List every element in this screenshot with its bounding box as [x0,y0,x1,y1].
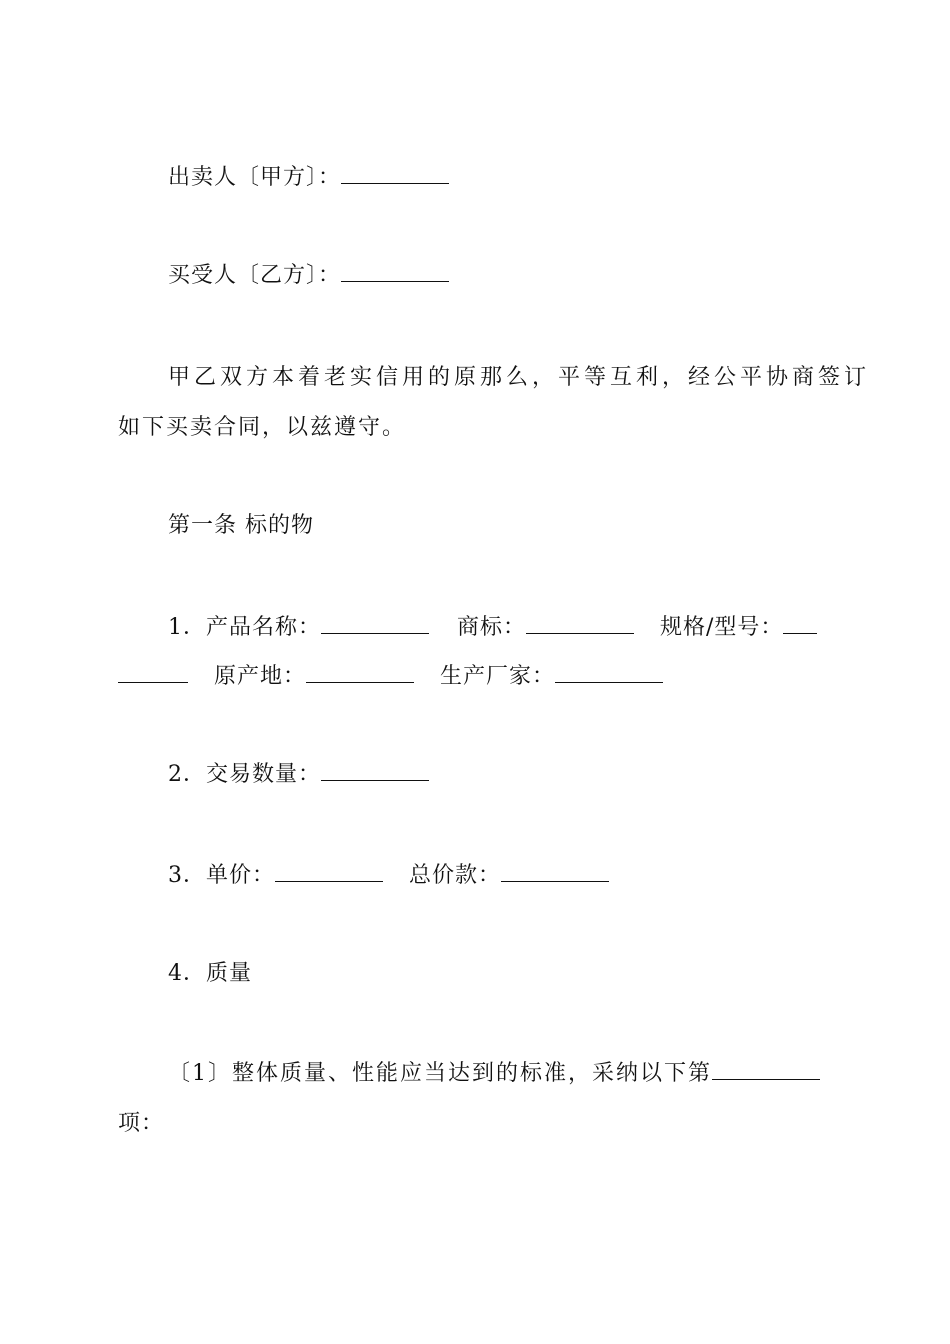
trademark-label: 商标： [457,615,527,640]
seller-line [168,163,449,193]
spec-blank-part-1[interactable] [783,613,817,634]
product-name-blank[interactable] [321,613,429,634]
buyer-line [168,261,449,291]
unit-price-blank[interactable] [275,861,383,882]
origin-label: 原产地： [214,664,307,689]
spec-label: 规格/型号： [660,615,784,640]
trademark-blank[interactable] [526,613,634,634]
origin-blank[interactable] [306,662,414,683]
item-4-title: 4．质量 [168,961,252,986]
unit-price-label: 3．单价： [168,863,275,888]
item-1-line-1 [168,613,817,643]
manufacturer-label: 生产厂家： [440,664,556,689]
quantity-label: 2．交易数量： [168,762,321,787]
total-price-label: 总价款： [409,863,502,888]
spec-blank-part-2[interactable] [118,662,188,683]
manufacturer-blank[interactable] [555,662,663,683]
item-1-line-2 [118,662,663,692]
quality-clause-line-2: 项： [118,1111,165,1136]
item-2-line [168,760,429,790]
article-1-title: 第一条 标的物 [168,513,314,538]
intro-line-1: 甲乙双方本着老实信用的原那么，平等互利，经公平协商签订 [168,365,871,390]
product-name-label: 1．产品名称： [168,615,321,640]
buyer-label: 买受人〔乙方〕： [168,263,342,288]
seller-label: 出卖人〔甲方〕： [168,165,342,190]
quality-standard-blank[interactable] [712,1059,820,1080]
buyer-blank[interactable] [341,261,449,282]
quality-clause-line-1 [168,1059,820,1089]
quantity-blank[interactable] [321,760,429,781]
seller-blank[interactable] [341,163,449,184]
intro-line-2: 如下买卖合同，以兹遵守。 [118,415,407,440]
item-3-line [168,861,609,891]
quality-clause-text: 〔1〕整体质量、性能应当达到的标准，采纳以下第 [168,1061,712,1086]
total-price-blank[interactable] [501,861,609,882]
